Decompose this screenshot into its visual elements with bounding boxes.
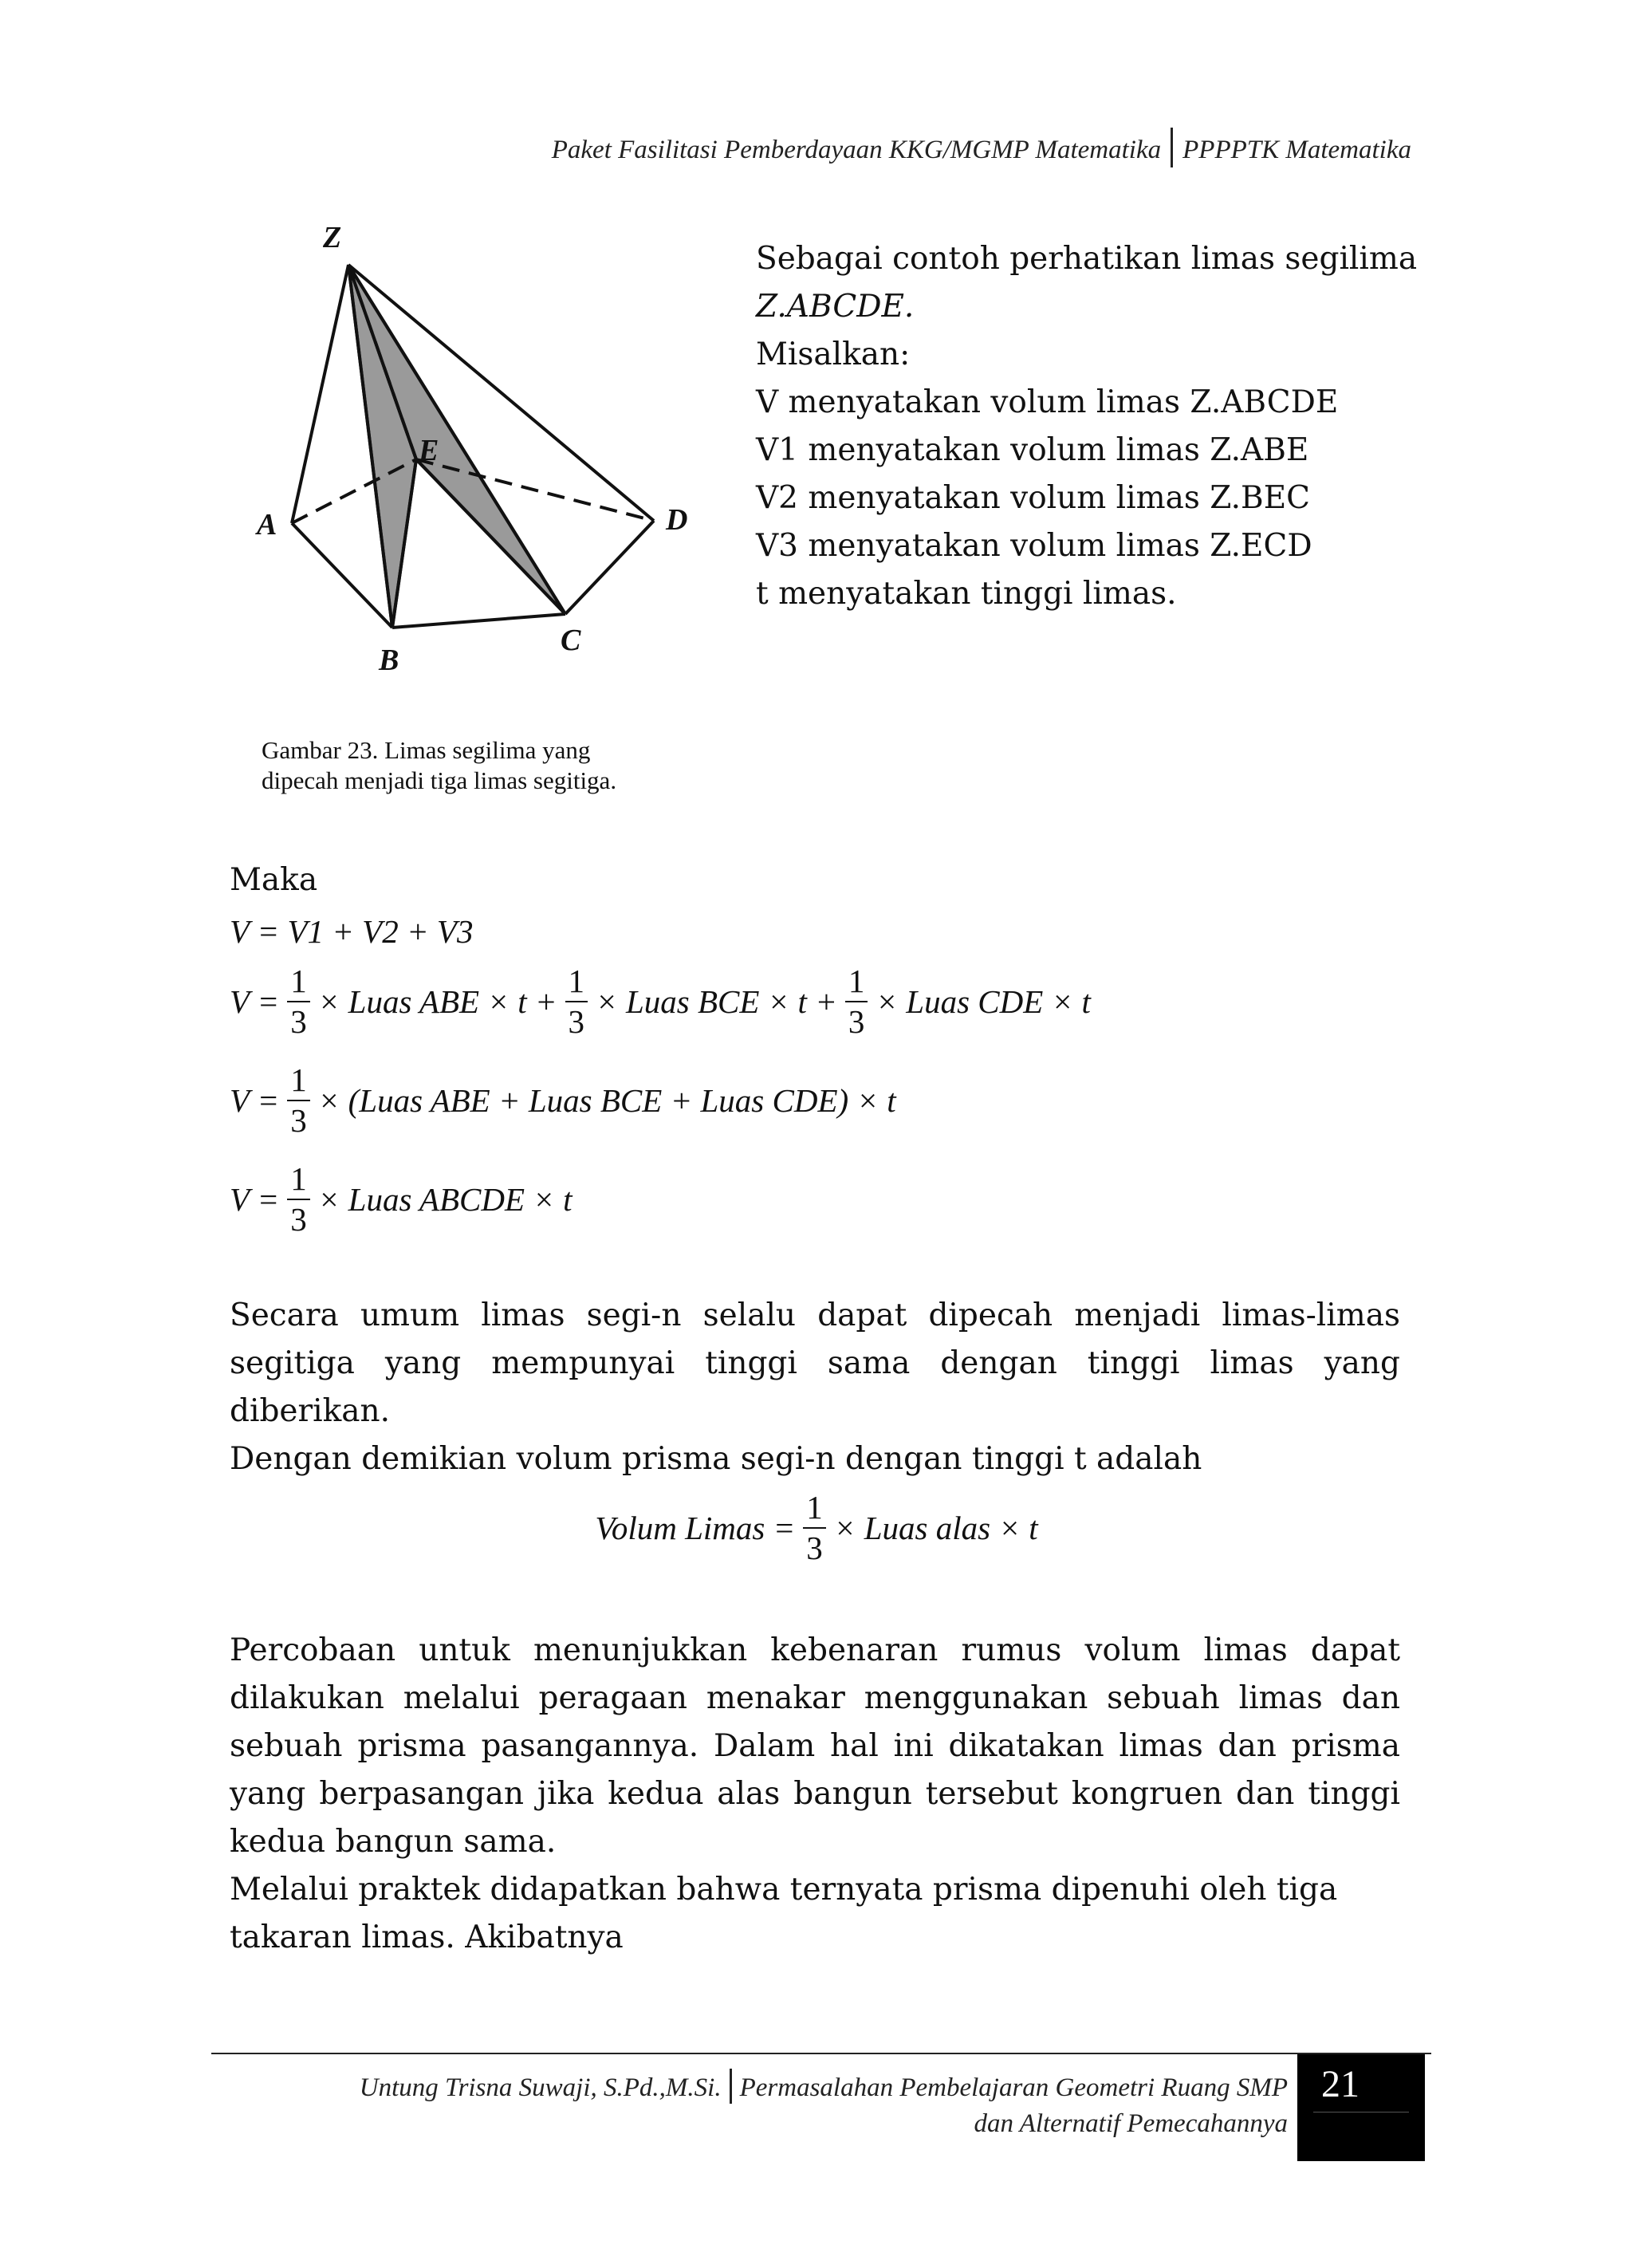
intro-line: V3 menyatakan volum limas Z.ECD [756, 528, 1312, 564]
edge-cd [565, 521, 654, 614]
paragraph-line: kedua bangun sama. [230, 1824, 557, 1860]
edge-za [292, 265, 348, 523]
vertex-label-b: B [379, 644, 399, 677]
intro-line: Z.ABCDE. [756, 289, 915, 325]
eq2-term3: × Luas CDE × t [876, 983, 1091, 1020]
eq2-term1: × Luas ABE × t + [317, 983, 557, 1020]
fraction-numerator: 1 [290, 1160, 307, 1197]
header-right-text: PPPPTK Matematika [1182, 136, 1411, 164]
figure-caption [262, 735, 616, 796]
equation-2 [230, 954, 1091, 1049]
page-footer [239, 2069, 1288, 2142]
paragraph-line: segitiga yang mempunyai tinggi sama dengan tinggi limas yang diberikan. [230, 1345, 1400, 1429]
fraction-denominator: 3 [287, 1100, 310, 1137]
paragraph-line: Percobaan untuk menunjukkan kebenaran rumus volum limas dapat [230, 1632, 1400, 1668]
footer-author: Untung Trisna Suwaji, S.Pd.,M.Si. [359, 2073, 722, 2102]
paragraph-line: Secara umum limas segi-n selalu dapat dipecah menjadi limas-limas [230, 1297, 1400, 1333]
header-separator [1171, 128, 1173, 167]
paragraph-line: Dengan demikian volum prisma segi-n dengan tinggi t adalah [230, 1441, 1202, 1477]
intro-line: Sebagai contoh perhatikan limas segilima [756, 241, 1418, 277]
eq4-rest: × Luas ABCDE × t [317, 1181, 573, 1218]
footer-rule [211, 2053, 1431, 2054]
fraction-denominator: 3 [287, 1199, 310, 1236]
header-left-text: Paket Fasilitasi Pemberdayaan KKG/MGMP Matematika [551, 136, 1162, 164]
paragraph-line: takaran limas. Akibatnya [230, 1920, 624, 1955]
page-number: 21 [1321, 2063, 1360, 2105]
volume-formula [0, 1480, 1633, 1576]
eq2-lhs: V = [230, 983, 280, 1020]
equation-3 [230, 1053, 896, 1148]
fraction-one-third [565, 965, 588, 1038]
vertex-label-c: C [561, 624, 581, 657]
vertex-label-d: D [666, 503, 688, 537]
fraction-denominator: 3 [845, 1001, 868, 1038]
formula-rest: × Luas alas × t [833, 1510, 1038, 1546]
intro-line: V menyatakan volum limas Z.ABCDE [756, 384, 1339, 420]
page-header [447, 128, 1411, 167]
caption-line: dipecah menjadi tiga limas segitiga. [262, 766, 617, 794]
paragraph-2 [230, 1627, 1400, 1866]
maka-text: Maka [230, 862, 318, 898]
fraction-denominator: 3 [565, 1001, 588, 1038]
vertex-label-z: Z [323, 221, 342, 254]
fraction-numerator: 1 [848, 963, 865, 999]
formula-lhs: Volum Limas = [595, 1510, 796, 1546]
paragraph-line: yang berpasangan jika kedua alas bangun tersebut kongruen dan tinggi [230, 1776, 1400, 1812]
pyramid-figure [239, 207, 734, 694]
vertex-label-a: A [257, 508, 277, 541]
intro-line: V2 menyatakan volum limas Z.BEC [756, 480, 1311, 516]
page-number-box [1297, 2054, 1425, 2161]
equation-1: V = V1 + V2 + V3 [230, 913, 474, 950]
paragraph-3 [230, 1866, 1400, 1962]
eq2-term2: × Luas BCE × t + [596, 983, 837, 1020]
edge-bc [392, 614, 565, 628]
fraction-one-third [287, 965, 310, 1038]
fraction-numerator: 1 [290, 963, 307, 999]
vertex-label-e: E [419, 434, 439, 467]
eq3-lhs: V = [230, 1082, 280, 1119]
edge-ec [416, 459, 565, 614]
fraction-numerator: 1 [290, 1061, 307, 1098]
paragraph-line: Melalui praktek didapatkan bahwa ternyata prisma dipenuhi oleh tiga [230, 1872, 1338, 1908]
fraction-denominator: 3 [287, 1001, 310, 1038]
footer-title-line2: dan Alternatif Pemecahannya [974, 2109, 1288, 2138]
fraction-numerator: 1 [806, 1489, 823, 1526]
fraction-numerator: 1 [568, 963, 585, 999]
footer-separator [730, 2069, 732, 2104]
paragraph-1 [230, 1292, 1400, 1483]
equation-4 [230, 1152, 573, 1247]
fraction-one-third [845, 965, 868, 1038]
paragraph-line: sebuah prisma pasangannya. Dalam hal ini dikatakan limas dan prisma [230, 1728, 1400, 1764]
intro-line: t menyatakan tinggi limas. [756, 576, 1177, 612]
intro-line: V1 menyatakan volum limas Z.ABE [756, 432, 1309, 468]
caption-line: Gambar 23. Limas segilima yang [262, 736, 591, 764]
fraction-one-third [287, 1061, 310, 1139]
footer-title-line1: Permasalahan Pembelajaran Geometri Ruang SMP [739, 2073, 1288, 2102]
fraction-one-third [287, 1160, 310, 1238]
eq4-lhs: V = [230, 1181, 280, 1218]
paragraph-line: dilakukan melalui peragaan menakar menggunakan sebuah limas dan [230, 1680, 1400, 1716]
intro-line: Misalkan: [756, 337, 911, 372]
edge-ab [292, 523, 392, 628]
intro-block [756, 235, 1426, 618]
eq3-rest: × (Luas ABE + Luas BCE + Luas CDE) × t [317, 1082, 896, 1119]
fraction-one-third [803, 1491, 826, 1565]
fraction-denominator: 3 [803, 1527, 826, 1565]
